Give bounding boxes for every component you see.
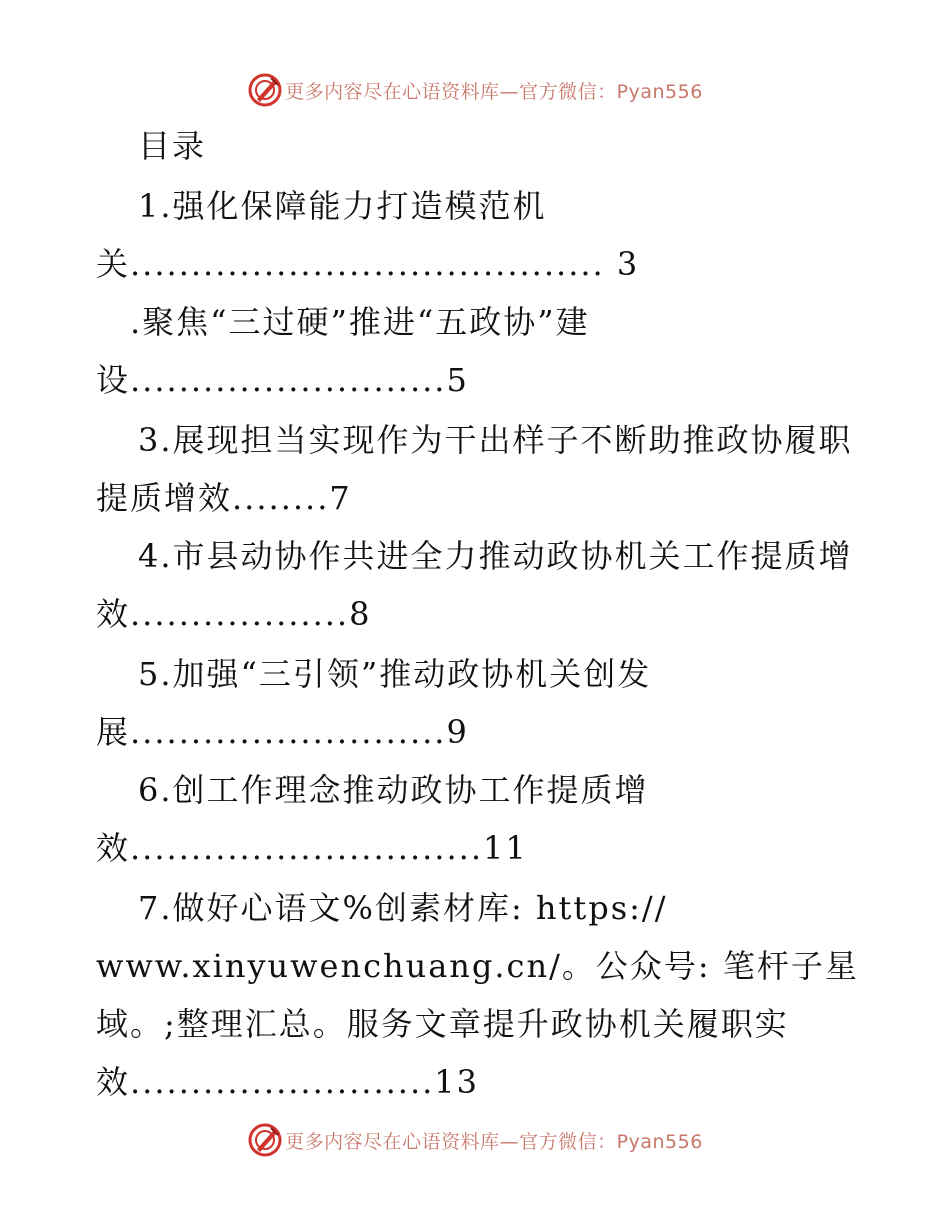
toc-line: 6.创工作理念推动政协工作提质增 xyxy=(138,771,649,809)
header-watermark-text: 更多内容尽在心语资料库—官方微信：Pyan556 xyxy=(285,80,703,103)
pen-seal-logo-icon xyxy=(247,1122,283,1158)
toc-line: 提质增效........7 xyxy=(96,479,352,517)
toc-line: 效.........................13 xyxy=(96,1063,480,1101)
toc-line: 7.做好心语文%创素材库: https:// xyxy=(138,889,668,927)
toc-line: .聚焦“三过硬”推进“五政协”建 xyxy=(130,303,590,341)
toc-line: 效..................8 xyxy=(96,595,372,633)
toc-line: 展..........................9 xyxy=(96,713,469,751)
footer-watermark xyxy=(0,1118,950,1162)
toc-title: 目录 xyxy=(138,127,207,165)
toc-line: 设..........................5 xyxy=(96,361,469,399)
toc-line: 3.展现担当实现作为干出样子不断助推政协履职 xyxy=(138,421,853,459)
toc-line: 4.市县动协作共进全力推动政协机关工作提质增 xyxy=(138,537,853,575)
toc-line: 5.加强“三引领”推动政协机关创发 xyxy=(138,655,652,693)
toc-line: 1.强化保障能力打造模范机 xyxy=(138,187,547,225)
toc-line: 域。;整理汇总。服务文章提升政协机关履职实 xyxy=(96,1005,789,1043)
toc-line: 效.............................11 xyxy=(96,829,528,867)
toc-line: www.xinyuwenchuang.cn/。公众号: 笔杆子星 xyxy=(96,947,859,985)
toc-line: 关....................................... 3 xyxy=(96,245,640,283)
footer-watermark-text: 更多内容尽在心语资料库—官方微信：Pyan556 xyxy=(285,1130,703,1153)
